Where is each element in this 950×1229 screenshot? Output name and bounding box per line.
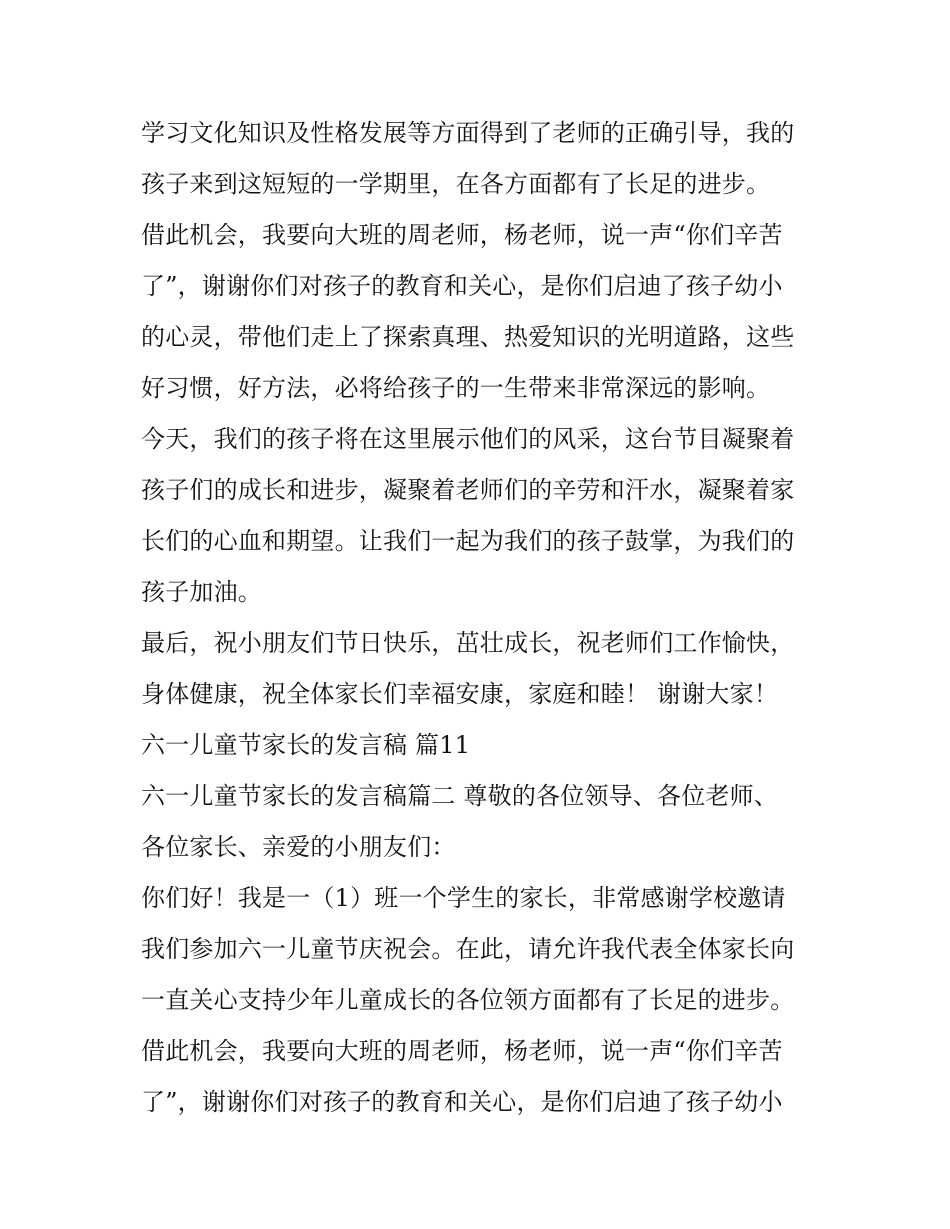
text-line: 长们的心血和期望。让我们一起为我们的孩子鼓掌，为我们的 xyxy=(141,527,795,555)
text-line: 最后，祝小朋友们节日快乐，茁壮成长，祝老师们工作愉快， xyxy=(141,629,795,657)
text-line: 今天，我们的孩子将在这里展示他们的风采，这台节目凝聚着 xyxy=(141,425,795,453)
text-line: 孩子加油。 xyxy=(141,578,262,606)
text-line: 我们参加六一儿童节庆祝会。在此，请允许我代表全体家长向 xyxy=(141,935,795,963)
text-line: 了”，谢谢你们对孩子的教育和关心，是你们启迪了孩子幼小 xyxy=(141,272,783,300)
text-line: 学习文化知识及性格发展等方面得到了老师的正确引导，我的 xyxy=(141,119,795,147)
text-line: 好习惯，好方法，必将给孩子的一生带来非常深远的影响。 xyxy=(141,374,771,402)
text-line: 一直关心支持少年儿童成长的各位领方面都有了长足的进步。 xyxy=(141,986,795,1014)
text-line: 身体健康，祝全体家长们幸福安康，家庭和睦！ 谢谢大家！ xyxy=(141,680,779,708)
text-line: 孩子来到这短短的一学期里，在各方面都有了长足的进步。 xyxy=(141,170,771,198)
text-line: 六一儿童节家长的发言稿篇二 尊敬的各位领导、各位老师、 xyxy=(141,782,779,810)
body-text xyxy=(141,108,841,1128)
text-line: 的心灵，带他们走上了探索真理、热爱知识的光明道路，这些 xyxy=(141,323,795,351)
text-line: 借此机会，我要向大班的周老师，杨老师，说一声“你们辛苦 xyxy=(141,1037,783,1065)
text-line: 借此机会，我要向大班的周老师，杨老师，说一声“你们辛苦 xyxy=(141,221,783,249)
text-line: 了”，谢谢你们对孩子的教育和关心，是你们启迪了孩子幼小 xyxy=(141,1088,783,1116)
section-heading: 六一儿童节家长的发言稿 篇11 xyxy=(141,731,471,759)
text-line: 各位家长、亲爱的小朋友们： xyxy=(141,833,456,861)
text-line: 你们好！我是一（1）班一个学生的家长，非常感谢学校邀请 xyxy=(141,884,786,912)
text-line: 孩子们的成长和进步，凝聚着老师们的辛劳和汗水，凝聚着家 xyxy=(141,476,795,504)
